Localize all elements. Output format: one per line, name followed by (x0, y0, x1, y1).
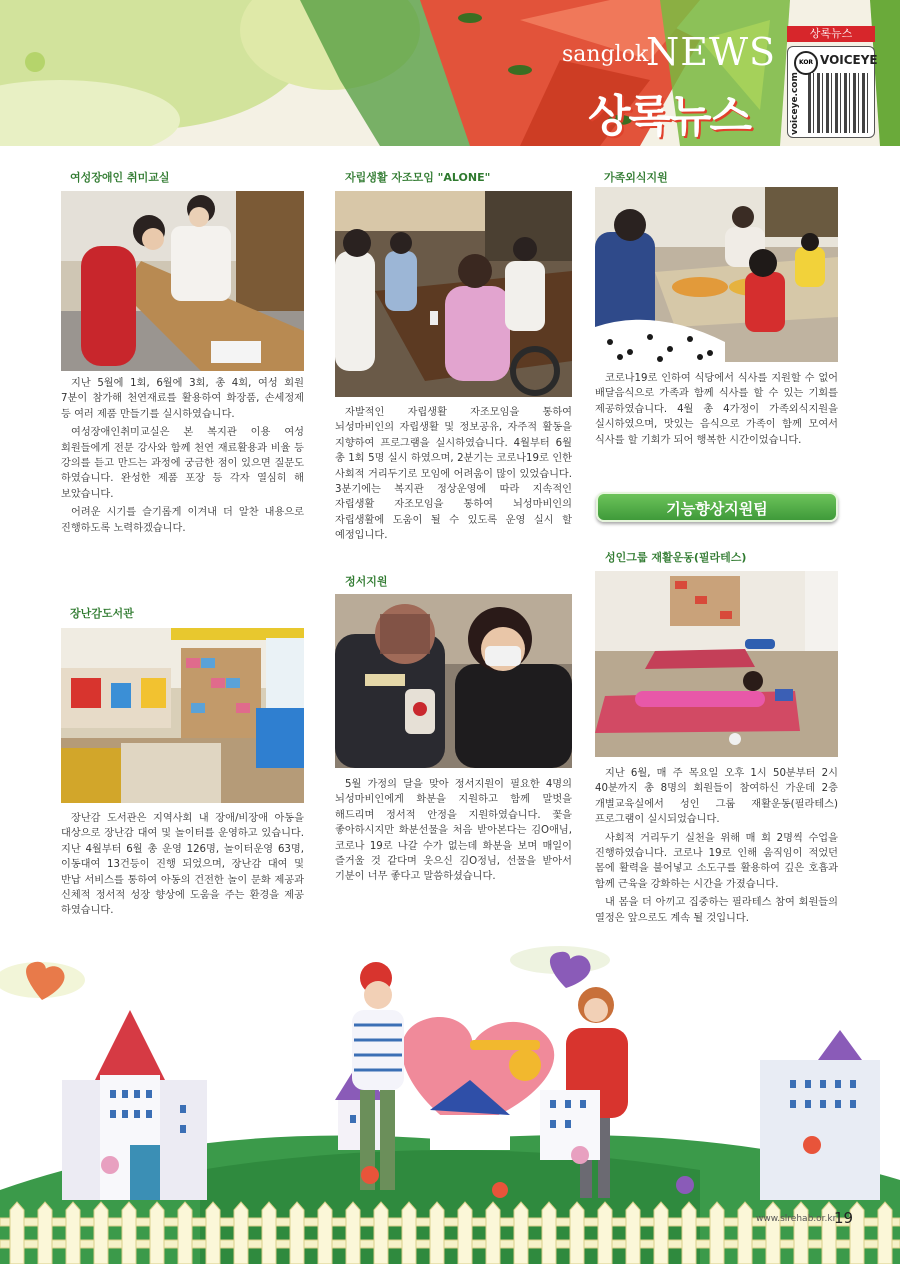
section-title-toy-library: 장난감도서관 (70, 607, 134, 620)
craft-class-photo (61, 191, 304, 371)
section-text-hobby-class (61, 376, 304, 539)
section-text-alone (335, 405, 572, 547)
section-text-toy-library (61, 811, 304, 922)
qr-code-icon (808, 73, 870, 133)
section-title-emotional-support: 정서지원 (345, 575, 388, 588)
paragraph: 자발적인 자립생활 자조모임을 통하여 뇌성마비인의 자립생활 및 정보공유, 자주적 활동을 지향하여 프로그램을 실시하였습니다. 4월부터 6월 총 1회 5명 실시 하였으며, 2분기는 코로나19로 인한 사회적 거리두기로 모임에 어려움이 많이 있었습니다. 3분기에는 복지관 정상운영에 따라 지속적인 자립생활 자조모임을 통하여 뇌성마비인의 자립생활에 도움이 될 수 있도록 운영 실시 할 예정입니다. (335, 407, 572, 542)
section-title-pilates: 성인그룹 재활운동(필라테스) (605, 551, 747, 564)
pilates-photo (595, 571, 838, 757)
paragraph: 사회적 거리두기 실천을 위해 매 회 2명씩 수업을 진행하였습니다. 코로나 19로 인해 움직임이 적었던 몸에 활력을 불어넣고 소도구를 활용하여 깊은 호흡과 함께 근육을 강화하는 시간을 가졌습니다. (595, 832, 838, 890)
paragraph: 어려운 시기를 슬기롭게 이겨내 더 알찬 내용으로 진행하도록 노력하겠습니다. (61, 507, 304, 534)
section-tag: 상록뉴스 (787, 26, 875, 42)
paragraph: 5월 가정의 달을 맞아 정서지원이 필요한 4명의 뇌성마비인에게 화분을 지원하고 함께 말벗을 해드리며 정서적 안정을 지원하였습니다. 꽃을 좋아하시지만 화분선물을 처음 받아본다는 김O애님, 코로나 19로 나갈 수가 없는데 화분을 보며 매일이 즐거울 것 같다며 웃으신 김O정님, 선물을 받아서 기분이 너무 좋다고 말씀하셨습니다. (335, 779, 572, 883)
voiceye-url: voiceye.com (790, 72, 800, 135)
section-text-pilates (595, 766, 838, 929)
header-news: NEWS (646, 30, 777, 74)
toy-library-photo (61, 628, 304, 803)
footer-url: www.slrehab.or.kr (756, 1214, 837, 1224)
section-title-hobby-class: 여성장애인 취미교실 (70, 171, 170, 184)
paragraph: 지난 6월, 매 주 목요일 오후 1시 50분부터 2시 40분까지 총 8명의 회원들이 참여하신 가운데 2층 개별교육실에서 성인 그룹 재활운동(필라테스) 프로그램이 실시되었습니다. (595, 768, 838, 826)
paragraph: 여성장애인취미교실은 본 복지관 이용 여성 회원들에게 전문 강사와 함께 천연 재료활용과 비율 등 강의를 듣고 만드는 과정에 궁금한 점이 있으면 질문도 하였습니다. 완성한 제품 포장 등 각자 열심히 해 보았습니다. (61, 427, 304, 500)
header-news-korean: 상록뉴스 (588, 91, 751, 142)
group-meeting-photo (335, 191, 572, 397)
paragraph: 지난 5월에 1회, 6월에 3회, 총 4회, 여성 회원 7분이 참가해 천연재료를 활용하여 화장품, 손세정제 등 여러 제품 만들기를 실시하였습니다. (61, 378, 304, 420)
voiceye-code (787, 46, 878, 138)
family-meal-photo (595, 187, 838, 362)
flower-gift-photo (335, 594, 572, 768)
section-text-family-meal (595, 371, 838, 451)
header-sanglok: sanglok (562, 42, 649, 67)
page-header (0, 0, 900, 146)
section-title-family-meal: 가족외식지원 (604, 171, 668, 184)
section-text-emotional-support (335, 777, 572, 888)
paragraph: 내 몸을 더 아끼고 집중하는 필라테스 참여 회원들의 열정은 앞으로도 계속 될 것입니다. (595, 897, 838, 924)
kor-logo: KOR (794, 51, 818, 75)
voiceye-brand: VOICEYE (820, 53, 878, 67)
section-title-alone: 자립생활 자조모임 "ALONE" (345, 171, 491, 184)
page-number: 19 (834, 1209, 854, 1227)
team-banner: 기능향상지원팀 (596, 492, 838, 522)
paragraph: 장난감 도서관은 지역사회 내 장애/비장애 아동을 대상으로 장난감 대여 및 놀이터를 운영하고 있습니다. 지난 4월부터 6월 총 운영 126명, 놀이터운영 63명, 이동대여 13건등이 진행 되었으며, 장난감 대여 및 반납 서비스를 통하여 아동의 건전한 놀이 문화 제공과 신체적 정서적 성장 향상에 도움을 주는 환경을 제공 하였습니다. (61, 813, 304, 917)
paragraph: 코로나19로 인하여 식당에서 식사를 지원할 수 없어 배달음식으로 가족과 함께 식사를 할 수 있는 기회를 제공하였습니다. 4월 총 4가정이 가족외식지원을 실시하였으며, 맛있는 음식으로 가족이 함께 모여서 식사를 할 기회가 되어 행복한 시간이었습니다. (595, 373, 838, 446)
